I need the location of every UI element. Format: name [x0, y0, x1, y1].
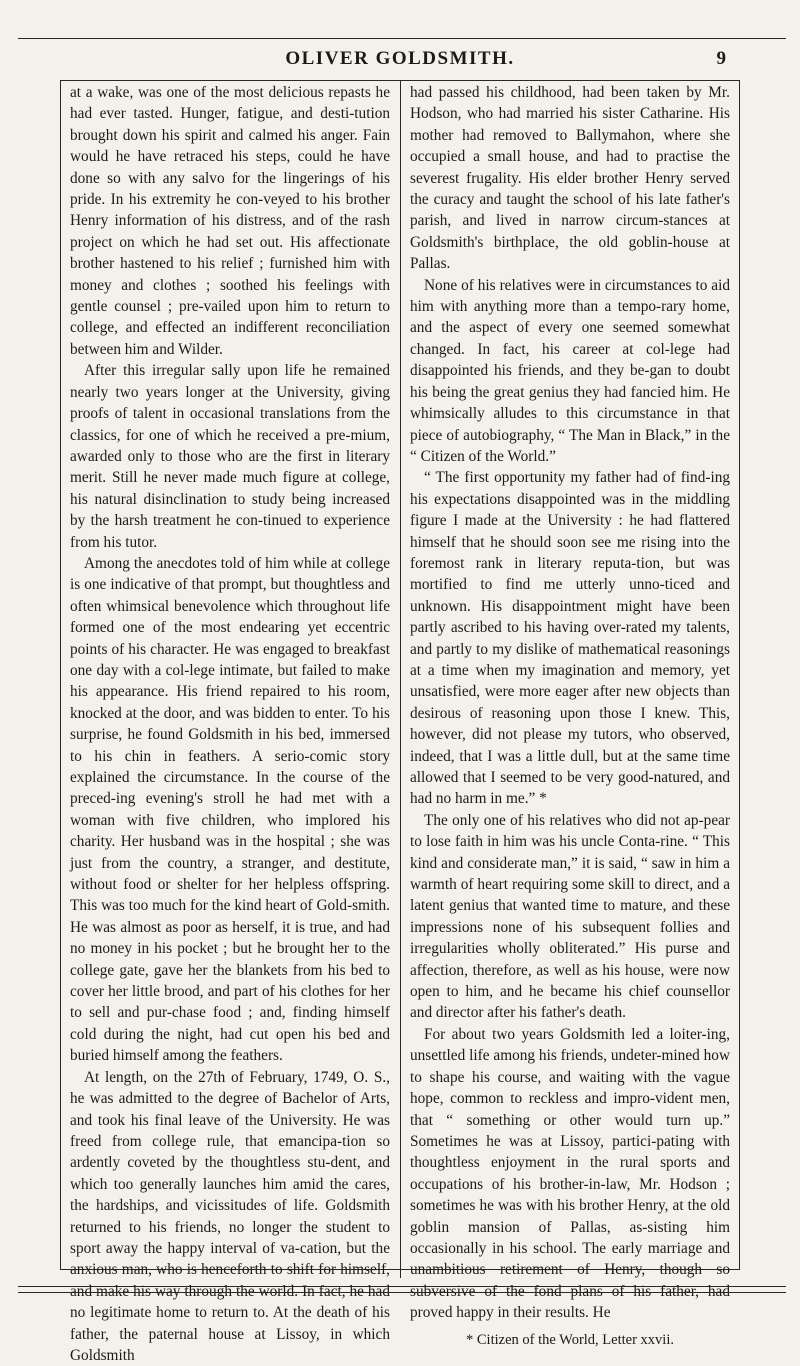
- paragraph: had passed his childhood, had been taken by Mr. Hodson, who had married his sister Catharine. His mother had removed to Ballymahon, where she occupied a small house, and had to practise the severest frugality. His elder brother Henry served the curacy and taught the school of his late father's parish, and lived in narrow circum-stances at Goldsmith's birthplace, the old goblin-house at Pallas.: [410, 84, 730, 273]
- paragraph: None of his relatives were in circumstances to aid him with anything more than a tempo-rary home, and the aspect of every one seemed somewhat changed. In fact, his career at col-lege had disappointed his friends, and they be-gan to doubt his being the great genius they had fancied him. He whimsically alludes to this circumstance in that piece of autobiography, “ The Man in Black,” in the “ Citizen of the World.”: [410, 276, 730, 465]
- left-column: [70, 82, 390, 1366]
- paragraph: at a wake, was one of the most delicious repasts he had ever tasted. Hunger, fatigue, and desti-tution brought down his spirit and calmed his anger. Fain would he have retraced his steps, could he have done so with any salvo for the lingerings of his pride. In his extremity he con-veyed to his brother Henry information of his distress, and of the rash project on which he had set out. His affectionate brother hastened to his relief ; furnished him with money and clothes ; soothed his feelings with gentle counsel ; pre-vailed upon him to return to college, and effected an indifferent reconciliation between him and Wilder.: [70, 84, 390, 358]
- paragraph: After this irregular sally upon life he remained nearly two years longer at the University, giving proofs of talent in occasional translations from the classics, for one of which he received a pre-mium, awarded only to those who are the first in literary merit. Still he never made much figure at college, his natural disinclination to study being increased by the harsh treatment he con-tinued to experience from his tutor.: [70, 362, 390, 551]
- footnote: * Citizen of the World, Letter xxvii.: [466, 1331, 674, 1348]
- top-rule: [18, 38, 786, 39]
- paragraph: The only one of his relatives who did not ap-pear to lose faith in him was his uncle Conta-rine. “ This kind and considerate man,” it is said, “ saw in him a warmth of heart requiring some skill to direct, and a latent genius that wanted time to mature, and these impressions none of his subsequent follies and irregularities wholly obliterated.” His purse and affection, therefore, as well as his house, were now open to him, and he became his chief counsellor and director after his father's death.: [410, 811, 730, 1022]
- paragraph: Among the anecdotes told of him while at college is one indicative of that prompt, but thoughtless and often whimsical benevolence which throughout life formed one of the most endearing yet eccentric points of his character. He was engaged to breakfast one day with a col-lege intimate, but failed to make his appearance. His friend repaired to his room, knocked at the door, and was bidden to enter. To his surprise, he found Goldsmith in his bed, immersed to his chin in feathers. A serio-comic story explained the circumstance. In the course of the preced-ing evening's stroll he had met with a woman with five children, who implored his charity. Her husband was in the hospital ; she was just from the country, a stranger, and destitute, without food or shelter for her helpless offspring. This was too much for the kind heart of Gold-smith. He was almost as poor as herself, it is true, and had no money in his pocket ; but he brought her to the college gate, gave her the blankets from his bed to cover her little brood, and part of his clothes for her to sell and pur-chase food ; and, finding himself cold during the night, had cut open his bed and buried himself among the feathers.: [70, 554, 390, 1065]
- right-column: [410, 82, 730, 1351]
- quotation-paragraph: “ The first opportunity my father had of find-ing his expectations disappointed was in the middling figure I made at the University : he had flattered himself that he should soon see me rising into the foremost rank in literary reputa-tion, but was mortified to find me utterly unno-ticed and unknown. His disappointment might have been partly ascribed to his having over-rated my talents, and partly to my dislike of mathematical reasonings at a time when my imagination and memory, yet unsatisfied, were more eager after new objects than desirous of reasoning upon those I knew. This, however, did not please my tutors, who observed, indeed, that I was a little dull, but at the same time allowed that I seemed to be very good-natured, and had no harm in me.” *: [410, 469, 730, 808]
- page-header: [60, 48, 740, 74]
- page-number: 9: [716, 48, 726, 69]
- running-head: OLIVER GOLDSMITH.: [285, 48, 515, 69]
- bottom-rule-double: [18, 1292, 786, 1293]
- bottom-rule: [18, 1286, 786, 1287]
- text-frame-left-edge: [60, 80, 61, 1270]
- column-divider: [400, 80, 401, 1278]
- paragraph: At length, on the 27th of February, 1749, O. S., he was admitted to the degree of Bachelor of Arts, and took his final leave of the University. He was freed from college rule, that emancipa-tion so ardently coveted by the thoughtless stu-dent, and which too generally launches him amid the cares, the hardships, and vicissitudes of life. Goldsmith returned to his friends, no longer the student to sport away the happy interval of va-cation, but the anxious man, who is henceforth to shift for himself, and make his way through the world. In fact, he had no legitimate home to return to. At the death of his father, the paternal house at Lissoy, in which Goldsmith: [70, 1068, 390, 1364]
- paragraph: For about two years Goldsmith led a loiter-ing, unsettled life among his friends, undeter-mined how to shape his course, and waiting with the vague hope, common to reckless and impro-vident men, that “ something or other would turn up.” Sometimes he was at Lissoy, partici-pating with thoughtless enjoyment in the rural sports and occupations of his brother-in-law, Mr. Hodson ; sometimes he was with his brother Henry, at the old goblin mansion of Pallas, as-sisting him occasionally in his school. The early marriage and unambitious retirement of Henry, though so subversive of the fond plans of his father, had proved happy in their results. He: [410, 1025, 730, 1322]
